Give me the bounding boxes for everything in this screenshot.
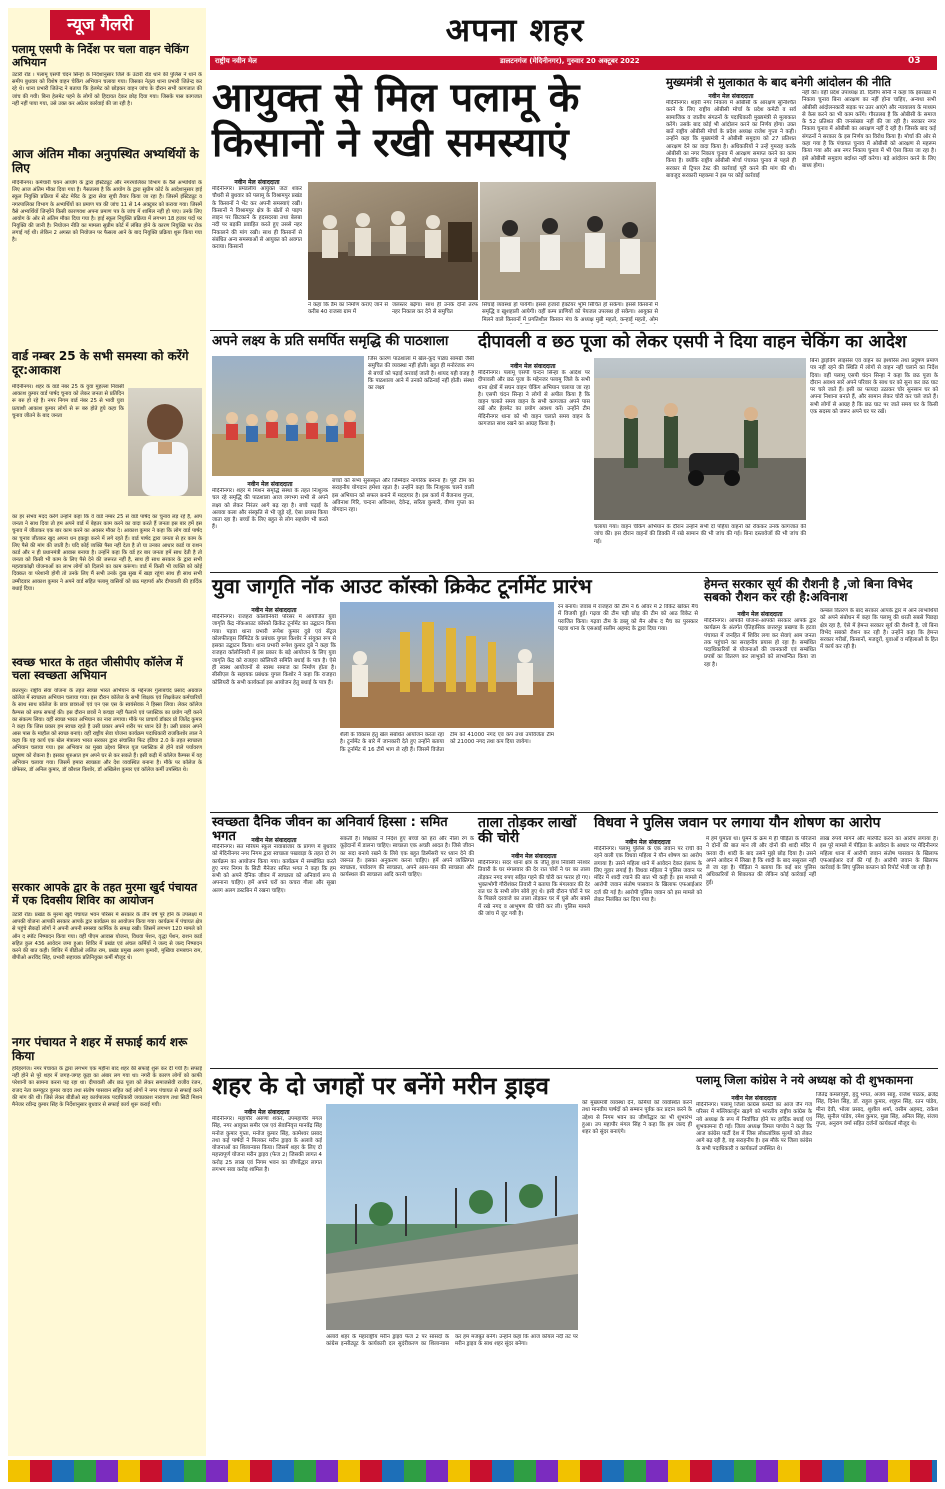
a9-body-3: लाख रुपये मांगने और मारपीट करने का आरोप लगाया है। इस पूरे मामले में पीड़िता के आवेदन के आधार पर मेदिनीनगर महिला थाना में आरोपी जवान संतोष पासवान के खिलाफ एफआईआर दर्ज की गई है। आरोपी जवान के खिलाफ कार्रवाई के लिए पुलिस कप्तान को रिपोर्ट भेजी जा रही है। bbox=[820, 836, 938, 872]
left-body-6: हरिहरगंज। नगर पंचायत के द्वारा लगभग एक महीना बाद शहर की सफाई शुरू कर दी गयी है। सफाई नहीं होने से पूरे शहर में जगह-जगह कूड़ा का अंबार लग गया था। नगरी के कारण लोगों को काफी परेशानी का सामना करना पड़ रहा था। दीपावली और छठ पूजा को लेकर समाजसेवी राजीव रंजन, राजद नेता कम्प्यूटर कुमार यादव तथा संतोष पासवान सहित कई लोगों ने नगर पंचायत से सफाई करने की मांग की थी। जिसे लेकर बीडीओ सह कार्यपालक पदाधिकारी जयप्रकाश नारायण तथा सिटी मिशन मैनेजर रवीन्द्र कुमार सिंह के निर्देशानुसार बुधवार से सफाई कार्य शुरू कराई गयी। bbox=[12, 1066, 202, 1108]
a6-body-2: कम्बल वितरण के बाद सरकार आपके द्वार में आने लाभार्थियों को अपने संबोधन में कहा कि पलामू की धरती सबसे पिछड़ा क्षेत्र रहा है, ऐसे में हेमन्त सरकार सूर्य की रौशनी है, जो बिना विभेद सबको रौशन कर रही है। उन्होंने कहा कि हेमन्त सरकार गरीबों, किसानों, मजदूरों, युवाओं व महिलाओं के हित में कार्य कर रही है। bbox=[820, 608, 938, 651]
farmers-meeting-photo bbox=[308, 182, 478, 300]
a5-body-2: शैली के विकास हेतु खेल संबंधित आयोजन करता रहा है। टूर्नामेंट के बारे में जानकारी देते हुए उन्होंने बताया कि टूर्नामेंट में 16 टीमें भाग ले रही हैं। जिसमें विजेता टीम को 41000 नगद एवं कप तथा उपविजेता टीम को 21000 नगद तथा कप दिया जायेगा। bbox=[340, 732, 554, 753]
a2-headline: मुख्यमंत्री से मुलाकात के बाद बनेगी आंदोलन की नीति bbox=[666, 75, 891, 89]
a7-body-1: मेदिनीनगर। संत मरियम स्कूल नावाबाजार के प्रांगण में बुधवार को मेदिनीनगर नगर निगम द्वारा स्वच्छता पखवाड़ा के तहत दो रंग कार्यक्रम का आयोजन किया गया। कार्यक्रम में सम्बोधित करते हुए नगर निगम के सिटी मैनेजर समित भगत ने कहा कि हम सभी को अपने दैनिक जीवन में स्वच्छता को अनिवार्य रूप से अपनाना चाहिए। हमें अपने घरों का कचरा गीला और सूखा अलग अलग डस्टबिन में रखना चाहिए। bbox=[212, 844, 336, 894]
a5-body-1: मेदिनीनगर। राजहरा कॉलोनियरी परिसर में आयोजित युवा जागृति केंद्र नॉकआउट कॉस्को क्रिकेट टूर्नामेंट का उद्घाटन किया गया। पड़वा थाना प्रभारी रूपेश कुमार दुबे एवं सेंट्रल कोलफील्ड्स लिमिटेड के प्रबंधक युगल किशोर ने संयुक्त रूप से इसका उद्घाटन किया। थाना प्रभारी रूपेश कुमार दुबे ने कहा कि राजहरा कॉलोनियरी में इस प्रकार के बड़े आयोजन के लिए युवा जागृति केंद्र को राजहरा कॉलियरी समिति बधाई के पात्र है। ऐसे ही स्वस्थ आयोजनों से स्वस्थ समाज का निर्माण होता है। सीसीएल के सहायक प्रबंधक युगल किशोर ने कहा कि राजहरा कोलियरी के सभी कार्यकर्ता इस आयोजन हेतु बधाई के पात्र हैं। bbox=[212, 614, 336, 686]
a6-byline: नवीन मेल संवाददाता bbox=[737, 611, 783, 618]
left-headline-4: स्वच्छ भारत के तहत जीसीपीए कॉलेज में चला स्वच्छता अभियान bbox=[12, 655, 183, 683]
a2-body-1: मेदिनीनगर। शहरी नगर निकाय में ओबीसी के आरक्षण सुनिश्चित करने के लिए राष्ट्रीय ओबीसी मोर्चा के प्रदेश कमेटी व सर्व सामाजिक व जातीय संगठनों के पदाधिकारी मुख्यमंत्री से मुलाकात करेंगे। उसके बाद कोई भी आंदोलन करने का निर्णय होगा। उक्त बातें राष्ट्रीय ओबीसी मोर्चा के प्रदेश अध्यक्ष राजेश गुप्ता ने कही। उन्होंने कहा कि मुख्यमंत्री ने ओबीसी समुदाय को 27 प्रतिशत आरक्षण देने का वादा किया है। अधिकारियों ने उन्हें गुमराह करके ओबीसी का नगर निकाय चुनाव में आरक्षण समाप्त करने का काम किया है। क्योंकि राष्ट्रीय ओबीसी मोर्चा पंचायत चुनाव से पहले ही सरकार से ट्रिपल टेस्ट की कार्रवाई पूरी करने की मांग की थी। बावजूद सरकारी महकमा ने इस पर कोई कार्रवाई bbox=[666, 100, 796, 179]
a9-headline: विधवा ने पुलिस जवान पर लगाया यौन शोषण का आरोप bbox=[594, 815, 881, 831]
a10-body-3: को मुख्यमंत्री व्यवस्था देने, कर्मियों को व्यवस्थित करने तथा मानवीय पार्षदों को सम्मान पूर्वक कर प्रदान करने के उद्देश्य से निगम भवन का जीर्णोद्धार का भी शुभारंभ हुआ। उप महापौर मंगल सिंह ने कहा कि हम जल्द ही शहर को सुंदर बनाएंगे। bbox=[582, 1100, 692, 1136]
left-headline-6: नगर पंचायत ने शहर में सफाई कार्य शरू किया bbox=[12, 1035, 188, 1063]
school-children-photo bbox=[212, 356, 364, 476]
a11-body-1: मेदिनीनगर। पलामू जिला कांग्रेस कमेटी का आज जैन गंज परिसर में मल्लिकार्जुन खड़गे को भारतीय राष्ट्रीय कांग्रेस के नये अध्यक्ष के रूप में निर्वाचित होने पर हार्दिक बधाई एवं शुभकामना दी गई। जिला अध्यक्ष विमल पाण्डेय ने कहा कि आज कांग्रेस पार्टी देश में जिस लोकतांत्रिक मूल्यों को लेकर आगे बढ़ रही है, वह सराहनीय है। इस मौके पर जिला कांग्रेस के सभी पदाधिकारी व कार्यकर्ता उपस्थित थे। bbox=[696, 1102, 812, 1152]
a7-byline: नवीन मेल संवाददाता bbox=[251, 837, 297, 844]
a3-body-2: मेदिनीनगर। शहर में मिशन समृद्धि संस्था के तहत निःशुल्क चल रहे समृद्धि की पाठशाला आज लगभग सभी से अपने लक्ष्य को लेकर निरंतर आगे बढ़ रहा है। बच्चे पढ़ाई के अलावा कला और संस्कृति से भी जुड़े रहें, ऐसा प्रयास किया जाता रहा है। बच्चों के लिए बहुत से लोग सहयोग भी करते हैं। bbox=[212, 488, 328, 531]
left-body-4: छतरपुर। राष्ट्रीय सेवा योजना के तहत स्वच्छ भारत अभियान के मद्देनजर गुलाबचंद प्रसाद अग्रवाल कॉलेज में स्वच्छता अभियान चलाया गया। इस दौरान कॉलेज के सभी शिक्षक एवं शिक्षकेतर कर्मचारियों के साथ साथ कॉलेज के छात्र छात्राओं एवं एन एस एस के स्वयंसेवक ने हिस्सा लिया। लेकर कॉलेज कैम्पस को साफ सफाई की। इस दौरान छात्रों ने कचड़ा नहीं फैलाने एवं प्लास्टिक का प्रयोग नहीं करने का संकल्प लिया। वहीं स्वच्छ भारत अभियान का नारा लगाया। मौके पर प्राचार्य डॉक्टर प्रो जितेंद्र कुमार ने कहा कि जिस प्रकार हम स्वच्छ रहते है उसी प्रकार अपने शरीर पर ध्यान देते है। उसी प्रकार अपने आस पास के माहौल को स्वच्छ बनाएं। वहीं राष्ट्रीय सेवा योजना कार्यक्रम पदाधिकारी राजकिशोर लाल ने कहा कि यह कार्य एक खेल मंत्रालय भारत सरकार द्वारा संचालित फिट इंडिया 2.0 के तहत स्वच्छता अभियान चलाया गया। इस अभियान का मुख्य उद्देश्य सिंगल यूज प्लास्टिक से होने वाले पर्यावरण प्रदूषण को रोकना है। इसका शुरुआत हम अपने घर से कर सकते हैं। इसी कड़ी में कॉलेज कैम्पस में यह अभियान चलाया गया। जिसमें हमारा स्वच्छता और देश व्यवस्थित बनाना है। मौके पर कॉलेज के प्रोफेसर, डॉ अनिल कुमार, डॉ कौशल किशोर, डॉ अखिलेश कुमार एवं कॉलेज कर्मी उपस्थित थे। bbox=[12, 688, 202, 773]
a6-headline: हेमन्त सरकार सूर्य की रौशनी है ,जो बिना विभेद सबको रौशन कर रही है:अविनाश bbox=[704, 577, 913, 604]
a2-body-2: नहीं की। वहीं प्रदेश उपाध्यक्ष डॉ. दिलीप सोनी ने कहा कि झारखंड में निकाय चुनाव बिना आरक्षण का नहीं होना चाहिए, अन्यथा सभी ओबीसी आंदोलनकारी सड़क पर उतर आएंगे और न्यायालय के माध्यम से केस करने का भी काम करेंगे। गौरतलब है कि ओबीसी के समाज के 52 प्रतिशत की जनसंख्या नहीं की जा रही है। सरकार नगर निकाय चुनाव में ओबीसी का आरक्षण नहीं दे रही है। जिसके बाद कई संगठनों ने सरकार के इस निर्णय का विरोध किया है। मोर्चा की ओर से कहा गया है कि पंचायत चुनाव में ओबीसी को आरक्षण से महरूम किया गया और अब नगर निकाय चुनाव में भी ऐसा किया जा रहा है। इसे ओबीसी समुदाय बर्दाश्त नहीं करेगा। बड़े आंदोलन करने के लिए बाध्य होगा। bbox=[802, 90, 936, 169]
a7-body-2: सकती है। शिक्षकों ने निर्देश हुए बच्चों को हरा और नीला रंग के कूड़ेदानों में डालना चाहिए। स्वच्छता एक अच्छी आदत है। जिसे जीवन का सदा बनाये रखने के लिये एक बहुत डिस्पेंसरी पर ध्यान देने की जरूरत है। इसका अनुकरण करना चाहिए। हमें अपने व्यक्तिगत स्वच्छता, पर्यावरण की स्वच्छता, अपने आस-पास की स्वच्छता और कार्यस्थल की स्वच्छता आदि करनी चाहिए। bbox=[340, 836, 474, 879]
a4-byline: नवीन मेल संवाददाता bbox=[510, 363, 556, 370]
a4-body-3: बिना ड्राइविंग लाइसेंस एवं वाहन का इंश्योरेंस तथा प्रदूषण प्रमाण पत्र नहीं रहने की स्थिति में लोगों से वाहन नहीं चलाने का निर्देश दिया। वहीं पलामू एसपी चंदन सिन्हा ने कहा कि छठ पूजा के दौरान अवश्य सारे अपने परिवार के साथ घर को सुना कर छठ घाट पर चले जाते हैं। इसी का फायदा उठाकर चोर सुनसान घर को अपना निशाना बनाते हैं, और सामान लेकर चोरी कर चले जाते हैं। सभी लोगों से आग्रह है कि छठ घाट पर जाते समय घर के किसी एक सदस्य को जरूर अपने घर पर रखें। bbox=[810, 358, 938, 416]
left-body-3b: का हर संभव मदद करेंगे उन्होंने कहा कि वे वार्ड नम्बर 25 से वार्ड पार्षद का चुनाव लड़ रहे है, आप जनता ने साथ दिया तो हम अपने वार्ड में बेहतर काम करने का वादा करते हैं जनता इस बार हमें इस चुनाव में जीताकर एक बार काम करने का अवसर मौका दे। आकाश कुमार ने कहा कि लोग वार्ड पार्षद का चुनाव जीतकर खुद अपना धन इकठ्ठा करने में लगे रहते हैं। वार्ड पार्षद द्वारा जनता से हर काम के लिए पैसे की मांग की जाती है। यदि कोई व्यक्ति पैसा नहीं देता है तो या उनका आधार कार्ड या राशन कार्ड और न ही प्रधानमंत्री आवास बनाया है। उन्होंने कहा कि वर्ड हर बार जनता हमें साथ देती है तो जनता को किसी भी काम के लिए पैसे देने की जरूरत नहीं है, साथ ही साथ सरकार के द्वारा सभी महत्वाकांक्षी योजनाओं का लाभ लोगों को दिलाने का काम करूंगा। वार्ड में किसी भी व्यक्ति को कोई दिक्कत या परेशानी होगी तो उनके लिए मैं सभी उनके दुख सुख में खड़ा रहूंगा साथ ही साथ सभी उम्मीदवार आकाश कुमार ने अपने वार्ड सहित पलामू वासियों को छठ महापर्व और दीपावली की हार्दिक बधाई दिया। bbox=[12, 514, 202, 592]
a1-headline: आयुक्त से मिल पलामू के किसानों ने रखी समस्याएं bbox=[212, 75, 580, 166]
vehicle-checking-photo bbox=[594, 358, 806, 520]
a8-byline: नवीन मेल संवाददाता bbox=[511, 853, 557, 860]
a3-byline: नवीन मेल संवाददाता bbox=[247, 481, 293, 488]
a4-headline: दीपावली व छठ पूजा को लेकर एसपी ने दिया वाहन चेकिंग का आदेश bbox=[478, 332, 907, 352]
a9-byline: नवीन मेल संवाददाता bbox=[625, 839, 671, 846]
a1-byline: नवीन मेल संवाददाता bbox=[234, 179, 280, 186]
left-headline-2: आज अंतिम मौका अनुपस्थित अभ्यर्थियों के लिए bbox=[12, 147, 199, 175]
decorative-bottom-border bbox=[8, 1460, 937, 1482]
left-body-2: मेदिनीनगर। कर्मचारी चयन आयोग के द्वारा इंस्टिट्यूट और नगरपालिका विभाग के वैसे अभ्यर्थियों के लिए आज अंतिम मौका दिया गया है। गैसतलब है कि आयोग के द्वारा सुप्रीम कोर्ट के आदेशानुसार हाई स्कूल नियुक्ति प्रक्रिया में स्टेट मेरिट के द्वारा सेवा सूची तैयार किया जा रहा है। जिसमें इंस्टिट्यूट व नगरपालिका विभाग के अभ्यर्थियों का प्रमाण पत्र की जांच 11 से 14 अक्टूबर को कराया गया। जिसमें वैसे अभ्यर्थियों जिन्होंने किसी कारणवश अपना प्रमाण पत्र के जांच में शामिल नहीं हो पाए। उनके लिए आयोग के ओर से अंतिम मौका दिया गया है। हाई स्कूल नियुक्ति प्रक्रिया में लगभग 18 हजार पदों पर नियुक्ति की जानी है। नियोजन नीति का मामला सुप्रीम कोर्ट में लंबित होने के कारण नियुक्ति पर रोक लगाई गई थी। लेकिन 2 अगस्त को नियोजन पर फैसला आने के बाद नियुक्ति प्रक्रिया शुरू किया गया है। bbox=[12, 180, 202, 244]
a8-body-1: मेदिनीनगर। सदर थाना क्षेत्र के जीतू हाथ निवासी नरेश्वर तिवारी के घर मंगलवार की देर रात चोरों ने घर का ताला तोड़कर नगद रुपए सहित गहने की चोरी कर फरार हो गए। भुक्तभोगी गौरीशंकर तिवारी ने बताया कि मंगलवार की देर रात घर के सभी लोग सोये हुए थे। इसी दौरान चोरों ने घर के पिछले दरवाजे का ताला तोड़कर घर में घुसे और बक्से में रखे नगद व आभूषण की चोरी कर ली। पुलिस मामले की जांच में जुट गयी है। bbox=[478, 860, 590, 918]
masthead-dateline: डालटनगंज (मेदिनीनगर), गुरुवार 20 अक्टूबर 2022 bbox=[500, 57, 640, 65]
a3-body-1: जिस कारण पाठशाला में खेल-कूद पाठ्य सामग्री जैसी समुचित की व्यवस्था नहीं होती। बहुत ही मनोरंजक रूप से बच्चों को पढ़ाई करवाई जाती है। शायद यही वजह है कि पाठशाला आने में उनको कठिनाई नहीं होती। संस्था का लक्ष्य bbox=[368, 356, 474, 392]
a4-body-2: चलाया गया। वाहन चेकिंग अभियान के दौरान उन्होंने सभी दो पहिया वाहनों को रोककर उनके कागजात की जांच की। इस दौरान वाहनों की डिक्की में रखे सामान की भी जांच की गई। बिना दस्तावेजों की भी जांच की गई। bbox=[594, 524, 806, 545]
left-headline-3: वार्ड नम्बर 25 के सभी समस्या को करेंगे दूर:आकाश bbox=[12, 349, 189, 377]
a9-body-2: में हमें घुमाता था। घुमने के क्रम में ही पीड़िता के परिजनों ने दोनों की बात मान ली और दोनों की शादी मंदिर में करवा दी। शादी के बाद उसने मुझे छोड़ दिया है। उसने अपने आवेदन में लिखा है कि शादी के बाद ससुराल नहीं ले जा रहा है। पीड़िता ने बताया कि कई बार पुलिस अधिकारियों से शिकायत की लेकिन कोई कार्रवाई नहीं हुई। bbox=[706, 836, 816, 886]
a4-body-1: मेदिनीनगर। पलामू एसपी चन्दन सिन्हा के आदेश पर दीपावली और छठ पूजा के मद्देनजर पलामू जिले के सभी थाना क्षेत्रों में सघन वाहन चेकिंग अभियान चलाया जा रहा है। एसपी चंदन सिन्हा ने लोगों से अपील किया है कि वाहन चलाते समय वाहन के सभी कागजात अपने पास रखें और हेलमेट का प्रयोग अवश्य करें। उन्होंने टीम मेदिनीनगर थाना को भी वाहन चलाते समय वाहन के कागजात साथ रखने का आग्रह किया है। bbox=[478, 370, 590, 428]
a5-headline: युवा जागृति नॉक आउट कॉस्को क्रिकेट टूर्नामेंट प्रारंभ bbox=[212, 574, 592, 598]
marine-drive-render-photo bbox=[326, 1104, 578, 1330]
a8-headline: ताला तोड़कर लाखों की चोरी bbox=[478, 815, 577, 846]
a11-body-2: जितेंद्र कमलापुरी, हृदू भगत, अजय साहू, राजेश पाठक, ब्रजेंद्र सिंह, दिनेश सिंह, डॉ. राहुल कुमार, शत्रुघ्न सिंह, रतन पांडेय, मीना देवी, भोला प्रसाद, शुशील शर्मा, वसीम अहमद, राकेश सिंह, सुनील पांडेय, रमेश कुमार, मुन्ना सिंह, अनिल सिंह, संजय गुप्ता, अनुराग वर्मा सहित दर्जनों कार्यकर्ता मौजूद थे। bbox=[816, 1092, 938, 1128]
a10-byline: नवीन मेल संवाददाता bbox=[244, 1109, 290, 1116]
a1-body-3: जलस्तर बढ़ेगा। साथ ही उनके दोनों तरफ नहर निकाल कर देने से समुचित bbox=[392, 302, 478, 316]
a6-body-1: मेदिनीनगर। आपकी योजना-आपकी सरकार आपके द्वार कार्यक्रम के अंतर्गत ऐतिहासिक छत्तरपुर प्रखण्ड के हटवा पंचायत में जनहित में शिविर लगा कर सेवाएं आम जनता तक पहुंचाने का सराहनीय प्रयास हो रहा है। सम्बंधित पदाधिकारियों से योजनाओं की जानकारी एवं सम्बंधित प्रपत्रों का वितरण कर लाभुकों को लाभान्वित किया जा रहा है। bbox=[704, 618, 816, 668]
left-headline-1: पलामू एसपी के निर्देश पर चला वाहन चेकिंग अभियान bbox=[12, 43, 189, 69]
candidate-portrait-photo bbox=[128, 388, 202, 496]
page-number: 03 bbox=[908, 56, 921, 66]
section-title: अपना शहर bbox=[445, 11, 585, 49]
a3-body-3: बच्चों को सभ्य सुसंस्कृत और जिम्मेदार नागरिक बनाना है। पूरी टीम का सराहनीय योगदान हमेशा रहता है। उन्होंने कहा कि निःशुल्क चलने वाली इस अभियान को सफल बनाने में मददगार है। इस कार्य में बैजनाथ गुप्ता, अविनाश गिरि, चन्दना अविनाश, देवेन्द्र, सरिता कुमारी, वीणा गुप्ता का योगदान रहा। bbox=[332, 478, 474, 514]
a5-body-3: रन बनाये। जवाब में राजहरा की टीम ने 6 ओवर में 2 विकेट खोकर मैच में विजयी हुई। गढ़वा की टीम पड़ी छोड़ की टीम को आठ विकेट से पराजित किया। गढ़वा टीम के डब्लू को मैन ऑफ द मैच का पुरस्कार पड़वा थाना के एसआई सलीम अहमद के द्वारा दिया गया। bbox=[558, 604, 698, 632]
cricket-tournament-photo bbox=[340, 602, 554, 728]
left-headline-5: सरकार आपके द्वार के तहत मुरमा खुर्द पंचायत में एक दिवसीय शिविर का आयोजन bbox=[12, 881, 198, 907]
a1-body-4: सिंचाई व्यवस्था हो पायेगी। इससे हजारों हेक्टेयर भूमि सिंचित हो सकेगा। इससे किसानों में समृद्धि व खुशहाली आयेगी। वहीं कम्प प्राणियों को पेयजल उपलब्ध हो सकेगा। आयुक्त से मिलने वाले किसानों में प्रगतिशील किसान मंच के अध्यक्ष मुन्नी महतो, कन्हाई महतो, ओम bbox=[482, 302, 658, 323]
a10-body-2: अलावे शहर के महाराष्ट्रीय मरीन ड्राइव फेज 2 पर सांसदों के कांग्रेस इन्सीट्यूट के कार्यकारी दल सुदंरीकरण का शिलान्यास कर हम मजबूत बनेंगे। उन्होंने कहा कि आज कोयल नदी तट पर मरीन ड्राइव के साथ शहर सुंदर बनेगा। bbox=[326, 1334, 578, 1348]
a10-body-1: मेदिनीनगर। महापौर अरुणा शंकर, उपमहापौर मंगल सिंह, नगर आयुक्त समीर एस एवं सेवानिवृत्त मानवेंद्र सिंह मनोज कुमार गुप्ता, मनोज कुमार सिंह, कामेश्वर प्रसाद तथा कई पार्षदों ने मिलकर मरीन ड्राइव के अलावे कई योजनाओं का शिलान्यास किया। जिसमें शहर के लिए दो महत्त्वपूर्ण योजना मरीन ड्राइव (फेज 2) जिसकी लागत 4 करोड़ 25 लाख एवं निगम भवन का जीर्णोद्धार लागत लगभग सवा करोड़ शामिल है। bbox=[212, 1116, 322, 1174]
a2-byline: नवीन मेल संवाददाता bbox=[708, 93, 754, 100]
a5-byline: नवीन मेल संवाददाता bbox=[251, 607, 297, 614]
a9-body-1: मेदिनीनगर। पलामू पुलिस के एक जवान पर रांची की रहने वाली एक विधवा महिला ने यौन शोषण का आरोप लगाया है। उसने महिला थाने में आवेदन देकर इंसाफ के लिए गुहार लगाई है। विधवा महिला ने पुलिस जवान पर मंदिर में शादी रचाने की बात भी कही है। इस मामले में आरोपी जवान संतोष पासवान के खिलाफ एफआईआर दर्ज की गई है। आरोपी पुलिस जवान को इस मामले को लेकर निलंबित कर दिया गया है। bbox=[594, 846, 702, 904]
masthead-paper-name: राष्ट्रीय नवीन मेल bbox=[215, 57, 257, 65]
a7-headline: स्वच्छता दैनिक जीवन का अनिवार्य हिस्सा : समित भगत bbox=[212, 815, 448, 844]
a11-byline: नवीन मेल संवाददाता bbox=[731, 1095, 777, 1102]
a11-headline: पलामू जिला कांग्रेस ने नये अध्यक्ष को दी शुभकामना bbox=[696, 1073, 913, 1087]
left-body-5: उंटारी रोड। प्रखंड के मुरमा खुर्द पंचायत भवन परिसर में सरकार के तीन वर्ष पूरे होने के उपलक्ष्य में आपकी योजना आपकी सरकार आपके द्वार कार्यक्रम का आयोजन किया गया। कार्यक्रम में पंचायत क्षेत्र से पहुंचे सैकड़ों लोगों ने अपनी अपनी समस्या कार्मिक के समक्ष रखी। जिसमें लगभग 120 मामले को ऑन द स्पॉट निष्पादन किया गया। वहीं पीएम आवास योजना, विधवा पेंशन, वृद्धा पेंशन, राशन कार्ड सहित कुल 436 आवेदन जमा हुआ। शिविर में प्रखंड एवं अंचल कर्मियों ने जल्द से जल्द निष्पादन करने की बात कही। शिविर में बीडीओ ललित राम, प्रखंड प्रमुख अरुण कुमारी, मुखिया रामबचन राम, बीपीओ अरविंद सिंह, प्रभारी सहायक प्रतिनियुक्त कर्मी मौजूद थे। bbox=[12, 912, 202, 962]
left-body-1: उंटारी रोड । पलामू एसपी चंदन सिन्हा के निर्देशानुसार जिले के उंटारी रोड थाने की पुलिस ने थाने के समीप बुधवार को विशेष वाहन चेकिंग अभियान चलाया गया। जिसका नेतृत्व थाना प्रभारी जितेन्द्र कर रहे थे। थाना प्रभारी जितेन्द्र ने बताया कि हेलमेट को छोड़कर वाहन जांच के दौरान सभी कागजात की जांच की गयी। बिना हेलमेट पहने के लोगों को हिदायत देकर छोड़ दिया गया। जिसके पास कागजात नहीं नहीं पाया गया, उसे उक्त कर अग्रेतर कार्रवाई की जा रही है। bbox=[12, 72, 202, 107]
a3-headline: अपने लक्ष्य के प्रति समर्पित समृद्धि की पाठशाला bbox=[212, 333, 449, 349]
farmers-meeting-photo-2 bbox=[480, 182, 656, 300]
a10-headline: शहर के दो जगहों पर बनेंगे मरीन ड्राइव bbox=[212, 1072, 549, 1100]
a1-body-1: मेदिनीनगर। प्रमंडलीय आयुक्त जटा शंकर चौधरी से बुधवार को पलामू के विश्रामपुर प्रखंड के किसानों ने भेंट कर अपनी समस्याएं रखीं। किसानों ने विश्रामपुर क्षेत्र के खेतों से पाइप लाइन पर छिटकाने के हदसदरबा तथा बेलबा नदी पर बड़की प्रवाहित करते हुए उससे नहर निकालने की मांग रखी। साथ ही किसानों से संबंधित अन्य समस्याओं से आयुक्त को अवगत कराया। किसानों bbox=[212, 186, 302, 251]
news-gallery-label: न्यूज गैलरी bbox=[50, 10, 150, 40]
a1-body-2: ने कहा कि डैम का निर्माण कराए जाने से करीब 40 राजस्व ग्राम में bbox=[308, 302, 388, 316]
left-body-3a: मेदिनीनगर। शहर के वार्ड नंबर 25 के युवा मुहल्ला निवासी आकाश कुमार वार्ड पार्षद चुनाव को लेकर जनता से प्रतिदिन रू बरु हो रहे है। नगर निगम वार्ड नंबर 25 से भावी युवा प्रत्याशी आकाश कुमार लोगों से रू बरु होते हुये कहा कि चुनाव जीतने के बाद जनता bbox=[12, 384, 124, 419]
